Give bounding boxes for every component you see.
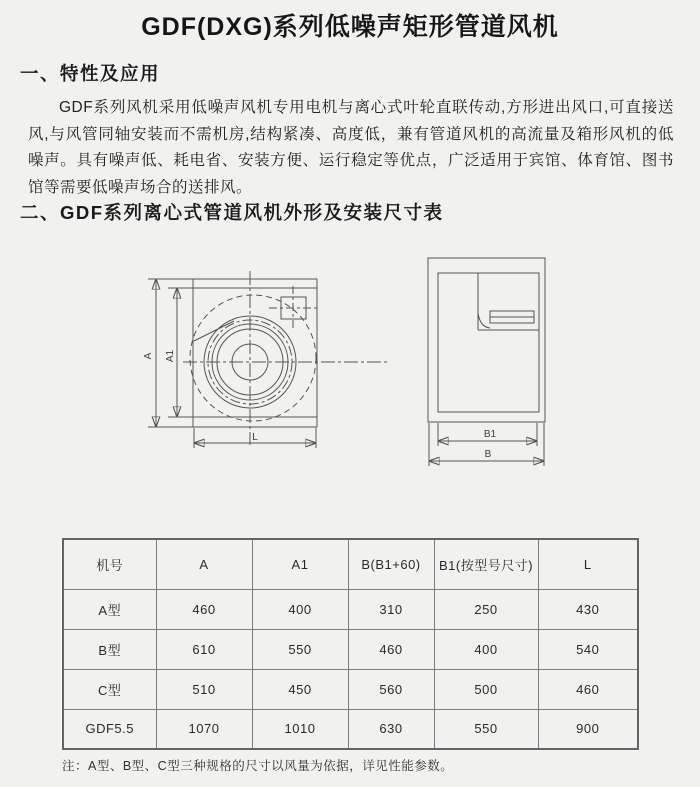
cell-value: 550: [434, 709, 538, 749]
table-header-row: [63, 539, 638, 589]
cell-value: 250: [434, 589, 538, 629]
page-title: GDF(DXG)系列低噪声矩形管道风机: [141, 13, 559, 41]
dimensions-table: [62, 538, 639, 750]
cell-value: 460: [538, 669, 638, 709]
cell-value: 610: [156, 629, 252, 669]
cell-model: A型: [63, 589, 156, 629]
cell-value: 400: [434, 629, 538, 669]
cell-value: 540: [538, 629, 638, 669]
table-row: [63, 669, 638, 709]
cell-value: 550: [252, 629, 348, 669]
col-header-b1: B1(按型号尺寸): [434, 539, 538, 589]
dim-label-B: B: [484, 449, 492, 460]
section-heading-dimensions: 二、GDF系列离心式管道风机外形及安装尺寸表: [20, 202, 444, 223]
side-view-drawing: [428, 258, 545, 466]
cell-value: 500: [434, 669, 538, 709]
table-row: [63, 709, 638, 749]
col-header-model: 机号: [63, 539, 156, 589]
dim-label-B1: B1: [483, 429, 497, 440]
table-footnote: 注：A型、B型、C型三种规格的尺寸以风量为依据，详见性能参数。: [62, 759, 454, 773]
table-row: [63, 629, 638, 669]
col-header-a: A: [156, 539, 252, 589]
cell-value: 450: [252, 669, 348, 709]
scroll-dashed-circle: [190, 295, 316, 421]
front-view-drawing: [143, 271, 388, 448]
cell-value: 310: [348, 589, 434, 629]
front-casing-outline: [193, 279, 317, 427]
side-inner-outline: [438, 273, 539, 412]
cell-model: B型: [63, 629, 156, 669]
cell-value: 430: [538, 589, 638, 629]
cell-value: 900: [538, 709, 638, 749]
col-header-a1: A1: [252, 539, 348, 589]
dim-label-L: L: [252, 432, 258, 443]
section-heading-features: 一、特性及应用: [20, 63, 161, 84]
table-row: [63, 589, 638, 629]
fan-dimension-drawings: [0, 235, 700, 480]
cell-value: 460: [348, 629, 434, 669]
dim-label-A1: A1: [165, 349, 176, 363]
cell-value: 1010: [252, 709, 348, 749]
cell-value: 510: [156, 669, 252, 709]
col-header-b: B(B1+60): [348, 539, 434, 589]
features-paragraph: GDF系列风机采用低噪声风机专用电机与离心式叶轮直联传动,方形进出风口,可直接送风,与风管同轴安装而不需机房,结构紧凑、高度低，兼有管道风机的高流量及箱形风机的低噪声。具有噪声低、耗电省、安装方便、运行稳定等优点，广泛适用于宾馆、体育馆、图书馆等需要低噪声场合的送排风。: [28, 99, 674, 196]
side-casing-outline: [428, 258, 545, 422]
cell-value: 400: [252, 589, 348, 629]
cell-model: GDF5.5: [63, 709, 156, 749]
dim-label-A: A: [143, 352, 154, 360]
cell-value: 560: [348, 669, 434, 709]
cell-model: C型: [63, 669, 156, 709]
col-header-l: L: [538, 539, 638, 589]
cell-value: 460: [156, 589, 252, 629]
cell-value: 630: [348, 709, 434, 749]
cell-value: 1070: [156, 709, 252, 749]
